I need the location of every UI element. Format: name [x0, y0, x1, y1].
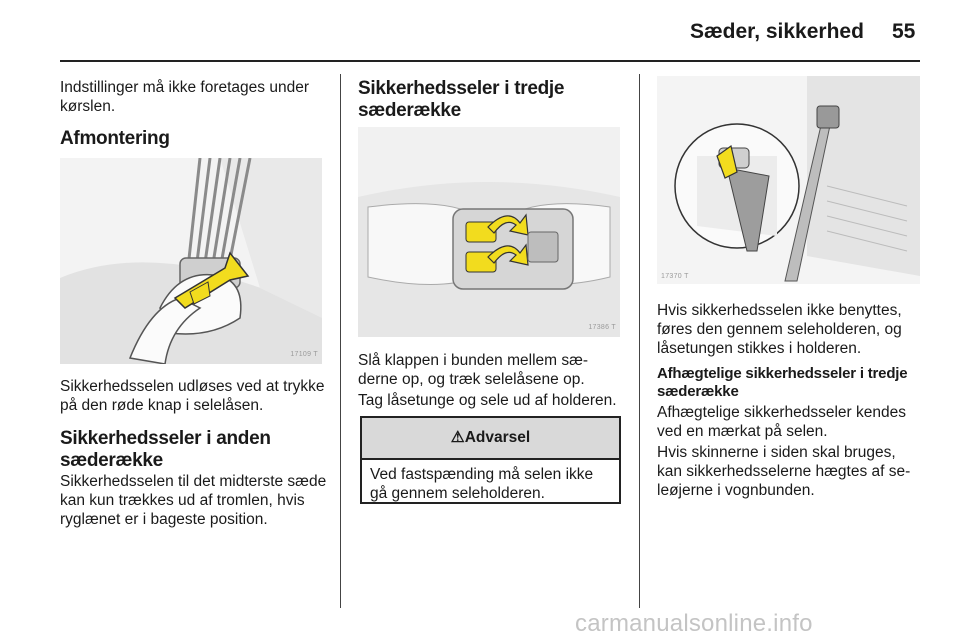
warning-box: [360, 416, 621, 504]
figure-third-row-buckles: [358, 127, 620, 337]
third-row-paragraph-1: Slå klappen i bunden mellem sæ-derne op, og træk selelåsene op.: [358, 352, 589, 388]
second-row-paragraph: Sikkerhedsselen til det midterste sæde kan kun trækkes ud af tromlen, hvis ryglænet er i bageste position.: [60, 473, 327, 528]
heading-second-row: Sikkerhedsseler i anden sæderække: [60, 428, 271, 471]
figure-buckle-release: [60, 158, 322, 364]
figure-code: 17370 T: [661, 273, 689, 280]
figure-code: 17109 T: [290, 351, 318, 358]
figure-belt-holder: [657, 76, 920, 284]
warning-icon: ⚠: [450, 429, 465, 446]
page-header-title: Sæder, sikkerhed: [690, 20, 864, 43]
heading-afmontering: Afmontering: [60, 128, 170, 149]
column-divider-2: [639, 74, 640, 608]
removable-paragraph-1: Afhægtelige sikkerhedsseler kendes ved en mærkat på selen.: [657, 404, 906, 440]
removable-paragraph-2: Hvis skinnerne i siden skal bruges, kan sikkerhedsselerne hægtes af se-leøjerne i vognbunden.: [657, 444, 911, 499]
third-row-buckles-illustration: [358, 127, 620, 337]
figure-code: 17386 T: [588, 324, 616, 331]
holder-paragraph: Hvis sikkerhedsselen ikke benyttes, føres den gennem seleholderen, og låsetungen stikkes i holderen.: [657, 302, 902, 357]
warning-text: Ved fastspænding må selen ikke gå gennem seleholderen.: [370, 466, 594, 502]
intro-paragraph: Indstillinger må ikke foretages under kørslen.: [60, 79, 309, 115]
column-divider-1: [340, 74, 341, 608]
warning-header: [362, 418, 619, 460]
watermark: carmanualsonline.info: [575, 610, 813, 637]
heading-removable-belts: Afhægtelige sikkerhedsseler i tredje sæderække: [657, 365, 908, 400]
warning-title: Advarsel: [464, 429, 531, 446]
buckle-release-illustration: [60, 158, 322, 364]
release-paragraph: Sikkerhedsselen udløses ved at trykke på den røde knap i selelåsen.: [60, 378, 325, 414]
header-divider: [60, 60, 920, 62]
third-row-paragraph-2: Tag låsetunge og sele ud af holderen.: [358, 392, 617, 409]
page-number: 55: [892, 20, 916, 43]
belt-holder-illustration: [657, 76, 920, 284]
heading-third-row: Sikkerhedsseler i tredje sæderække: [358, 78, 565, 121]
